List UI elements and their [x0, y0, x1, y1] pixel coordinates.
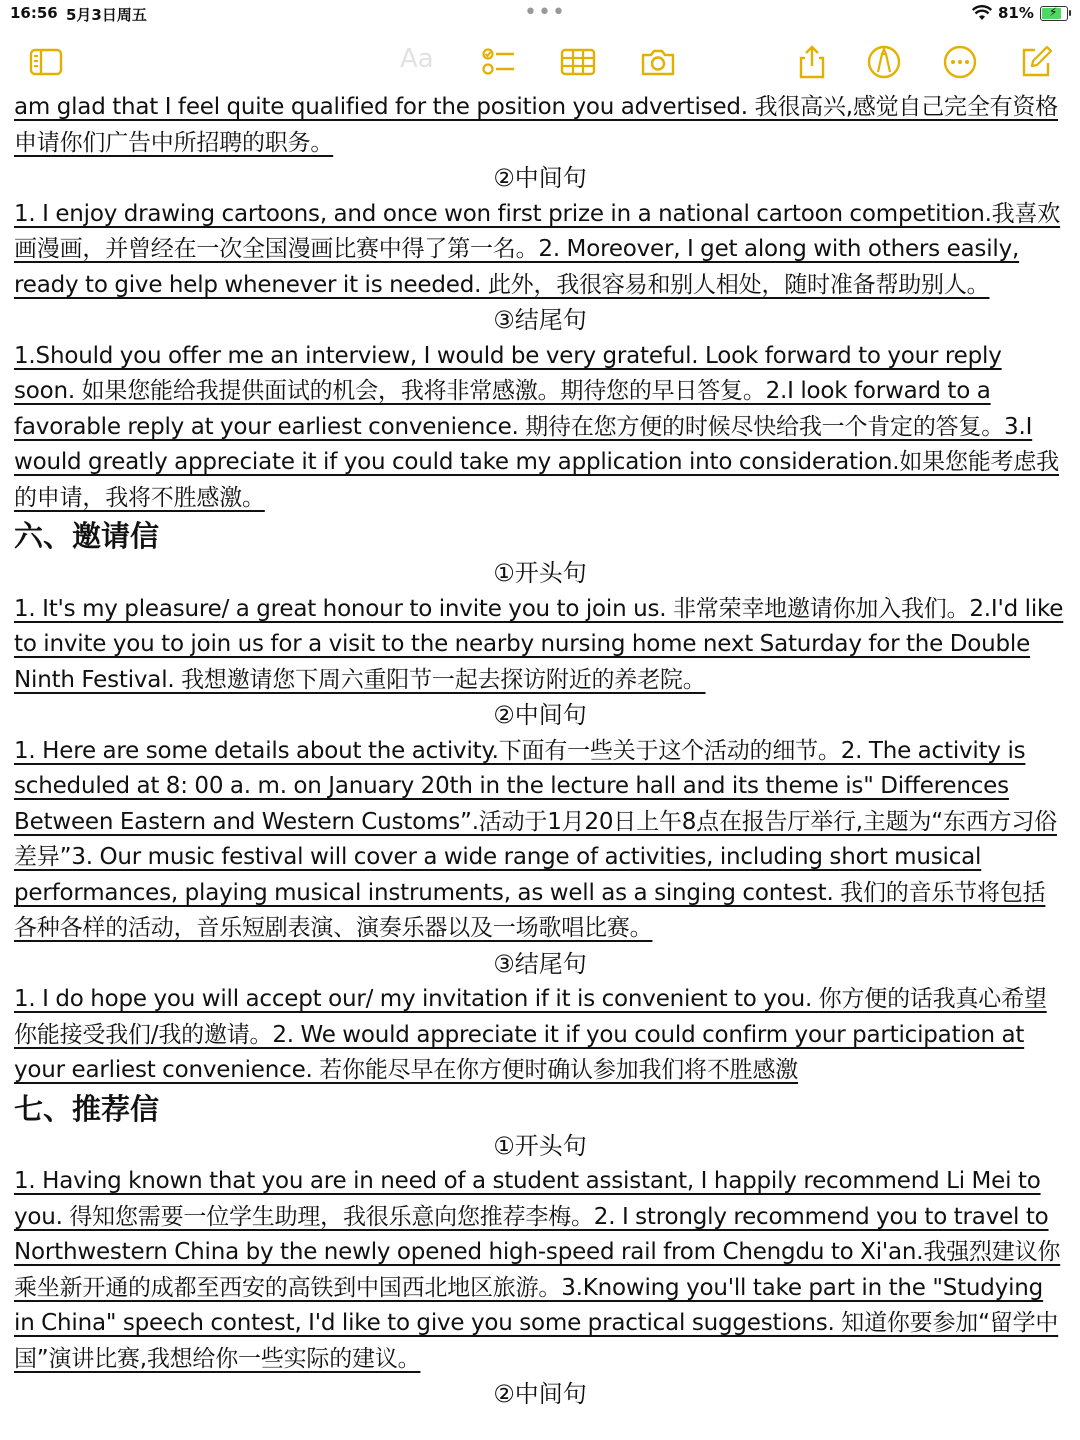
subheading-closing-sentences: ③结尾句	[493, 306, 587, 334]
section-heading-invitation-letter: 六、邀请信	[14, 519, 160, 553]
subheading-middle-sentences: ②中间句	[493, 701, 587, 729]
text-format-button[interactable]: Aa	[400, 44, 434, 74]
battery-charging-icon: ⚡	[1040, 6, 1068, 21]
paragraph-invitation-closing: 1. I do hope you will accept our/ my invitation if it is convenient to you. 你方便的话我真心希望你能接受我们/我的邀请。2. We would appreciate it if you could confirm your participation at your earliest convenience. 若你能尽早在你方便时确认参加我们将不胜感激	[14, 986, 1047, 1083]
markup-icon[interactable]	[866, 44, 902, 80]
notes-toolbar	[0, 40, 1080, 86]
subheading-middle-sentences: ②中间句	[493, 1380, 587, 1408]
subheading-closing-sentences: ③结尾句	[493, 949, 587, 978]
subheading-middle-sentences: ②中间句	[493, 164, 587, 192]
table-icon[interactable]	[560, 44, 596, 80]
multitasking-dots-icon[interactable]: •••	[524, 0, 566, 25]
status-bar	[0, 0, 1080, 28]
note-body[interactable]	[14, 90, 1066, 1413]
more-icon[interactable]	[942, 44, 978, 80]
section-heading-recommendation-letter: 七、推荐信	[14, 1091, 160, 1126]
status-date: 5月3日周五	[66, 6, 147, 24]
paragraph-application-closing: 1.Should you offer me an interview, I would be very grateful. Look forward to your reply soon. 如果您能给我提供面试的机会，我将非常感激。期待您的早日答复。2.I look forward to a favorable reply at your earliest convenience. 期待在您方便的时候尽快给我一个肯定的答复。3.I would greatly appreciate it if you could take my application into consideration.如果您能考虑我的申请，我将不胜感激。	[14, 342, 1059, 511]
paragraph-recommendation-opening: 1. Having known that you are in need of a student assistant, I happily recommend Li Mei to you. 得知您需要一位学生助理，我很乐意向您推荐李梅。2. I strongly recommend you to travel to Northwestern China by the newly opened high-speed rail from Chengdu to Xi'an.我强烈建议你乘坐新开通的成都至西安的高铁到中国西北地区旅游。3.Knowing you'll take part in the "Studying in China" speech contest, I'd like to give you some practical suggestions. 知道你要参加“留学中国”演讲比赛,我想给你一些实际的建议。	[14, 1168, 1061, 1372]
share-icon[interactable]	[794, 44, 830, 80]
sidebar-icon[interactable]	[28, 44, 64, 80]
paragraph-application-middle: 1. I enjoy drawing cartoons, and once won first prize in a national cartoon competition.我喜欢画漫画，并曾经在一次全国漫画比赛中得了第一名。2. Moreover, I get along with others easily, ready to give help whenever it is needed. 此外，我很容易和别人相处，随时准备帮助别人。	[14, 200, 1061, 298]
compose-icon[interactable]	[1018, 44, 1054, 80]
subheading-opening-sentences: ①开头句	[493, 1131, 587, 1160]
battery-percentage: 81%	[998, 4, 1034, 22]
paragraph-invitation-middle: 1. Here are some details about the activity.下面有一些关于这个活动的细节。2. The activity is scheduled at 8: 00 a. m. on January 20th in the lecture hall and its theme is" Differences Between Eastern and Western Customs”.活动于1月20日上午8点在报告厅举行,主题为“东西方习俗差异”3. Our music festival will cover a wide range of activities, including short musical performances, playing musical instruments, as well as a singing contest. 我们的音乐节将包括各种各样的活动，音乐短剧表演、演奏乐器以及一场歌唱比赛。	[14, 737, 1057, 941]
status-time: 16:56	[10, 4, 58, 22]
paragraph-invitation-opening: 1. It's my pleasure/ a great honour to invite you to join us. 非常荣幸地邀请你加入我们。2.I'd like to invite you to join us for a visit to the nearby nursing home next Saturday for the Double Ninth Festival. 我想邀请您下周六重阳节一起去探访附近的养老院。	[14, 595, 1064, 693]
checklist-icon[interactable]	[480, 44, 516, 80]
wifi-icon	[972, 5, 992, 25]
subheading-opening-sentences: ①开头句	[493, 559, 587, 587]
paragraph-application-opening-end: am glad that I feel quite qualified for the position you advertised. 我很高兴,感觉自己完全有资格申请你们广告中所招聘的职务。	[14, 94, 1059, 156]
camera-icon[interactable]	[640, 44, 676, 80]
